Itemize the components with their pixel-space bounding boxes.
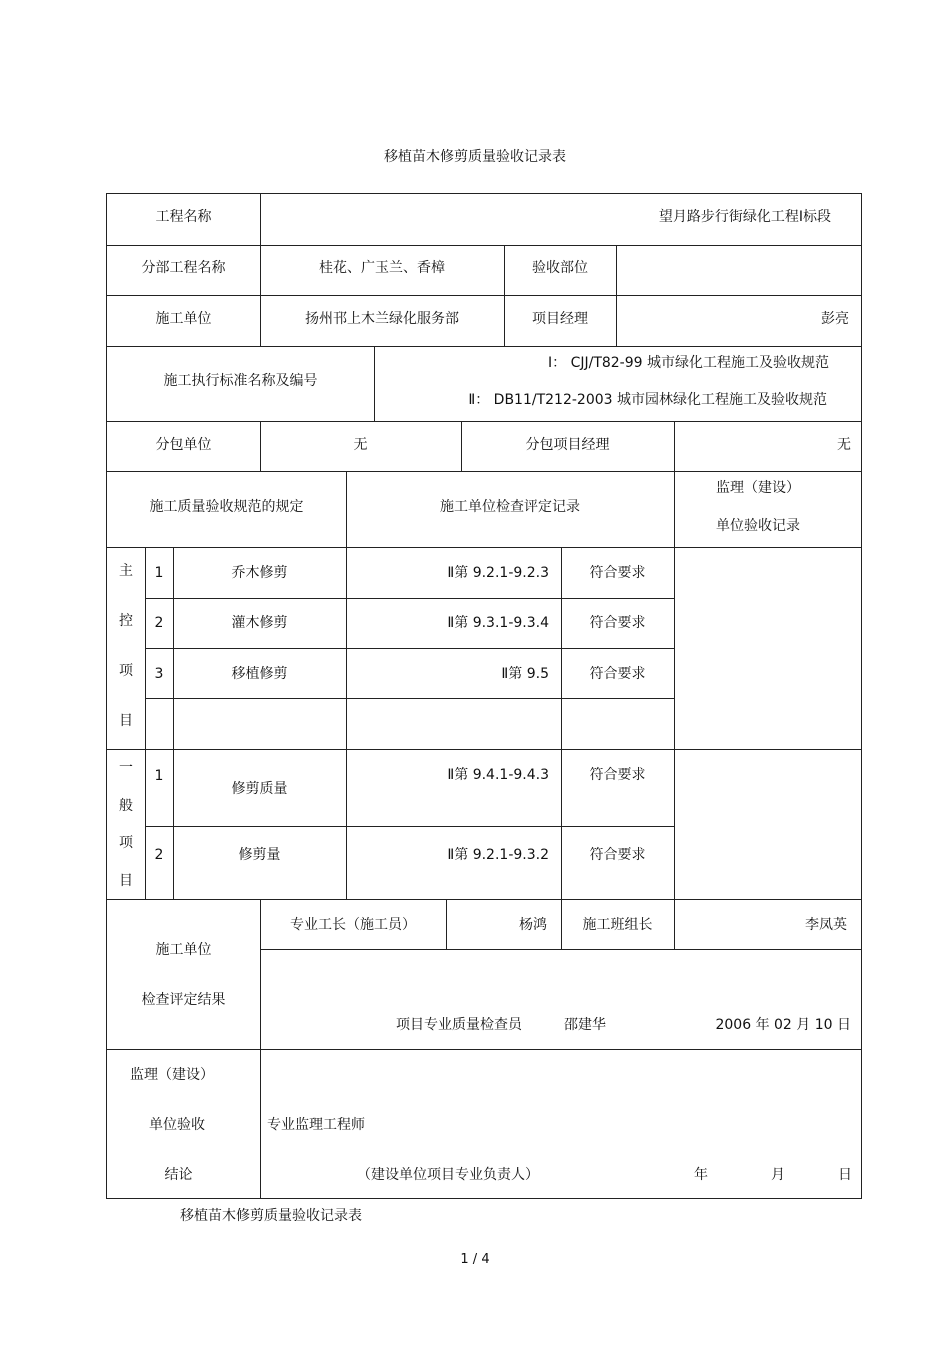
row-divider [260, 949, 861, 950]
foreman-value: 杨鸿 [519, 917, 547, 933]
check-column-header: 施工单位检查评定记录 [440, 499, 580, 515]
item-reference: Ⅱ第 9.2.1-9.2.3 [447, 565, 549, 581]
construction-unit-label: 施工单位 [155, 311, 212, 327]
item-number: 2 [154, 615, 164, 631]
row-divider [145, 826, 674, 827]
col-divider [674, 421, 675, 471]
col-divider [260, 899, 261, 1198]
row-divider [107, 295, 861, 296]
acceptance-form-table [106, 193, 862, 1199]
footer-caption: 移植苗木修剪质量验收记录表 [180, 1208, 362, 1224]
main-control-label-char: 控 [119, 613, 133, 629]
row-divider [107, 346, 861, 347]
supervision-column-header-1: 监理（建设） [716, 480, 800, 496]
row-divider [107, 547, 861, 548]
item-name: 移植修剪 [231, 666, 288, 682]
standard-line-1: Ⅰ： CJJ/T82-99 城市绿化工程施工及验收规范 [547, 355, 829, 371]
item-reference: Ⅱ第 9.4.1-9.4.3 [447, 767, 549, 783]
project-manager-label: 项目经理 [532, 311, 588, 327]
item-number: 1 [154, 565, 164, 581]
day-label: 日 [838, 1167, 852, 1183]
item-number: 2 [154, 847, 164, 863]
supervision-label-2: 单位验收 [149, 1117, 205, 1133]
project-name-label: 工程名称 [155, 209, 212, 225]
inspection-date: 2006 年 02 月 10 日 [715, 1017, 851, 1033]
row-divider [107, 471, 861, 472]
supervision-column-header-2: 单位验收记录 [716, 518, 800, 534]
row-divider [145, 648, 674, 649]
item-name: 乔木修剪 [231, 565, 288, 581]
sub-project-label: 分部工程名称 [141, 260, 226, 276]
item-result: 符合要求 [589, 565, 646, 581]
main-control-label-char: 主 [119, 563, 133, 579]
standard-line-2: Ⅱ： DB11/T212-2003 城市园林绿化工程施工及验收规范 [468, 392, 827, 408]
item-name: 修剪量 [238, 847, 281, 863]
subcontract-manager-label: 分包项目经理 [525, 437, 610, 453]
project-manager-value: 彭亮 [821, 311, 849, 327]
general-label-char: 目 [119, 873, 133, 889]
spec-column-header: 施工质量验收规范的规定 [149, 499, 304, 515]
main-control-label-char: 目 [119, 713, 133, 729]
supervision-label-3: 结论 [164, 1167, 193, 1183]
item-number: 3 [154, 666, 164, 682]
col-divider [446, 899, 447, 949]
row-divider [107, 1049, 861, 1050]
col-divider [674, 899, 675, 949]
col-divider [374, 346, 375, 421]
col-divider [616, 245, 617, 346]
quality-inspector-label: 项目专业质量检查员 [396, 1017, 522, 1033]
item-result: 符合要求 [589, 615, 646, 631]
item-reference: Ⅱ第 9.3.1-9.3.4 [447, 615, 549, 631]
item-name: 修剪质量 [231, 781, 288, 797]
col-divider [260, 194, 261, 245]
supervision-engineer-label: 专业监理工程师 [267, 1117, 365, 1133]
row-divider [107, 899, 861, 900]
document-title: 移植苗木修剪质量验收记录表 [384, 149, 566, 165]
foreman-label: 专业工长（施工员） [290, 917, 416, 933]
construction-unit-value: 扬州邗上木兰绿化服务部 [305, 311, 459, 327]
item-reference: Ⅱ第 9.2.1-9.3.2 [447, 847, 549, 863]
item-number: 1 [154, 768, 164, 784]
standard-label: 施工执行标准名称及编号 [163, 373, 318, 389]
item-result: 符合要求 [589, 666, 646, 682]
item-result: 符合要求 [589, 767, 646, 783]
month-label: 月 [771, 1167, 785, 1183]
item-name: 灌木修剪 [231, 615, 288, 631]
inspection-label-1: 施工单位 [155, 942, 212, 958]
row-divider [107, 421, 861, 422]
general-label-char: 一 [119, 760, 133, 776]
item-result: 符合要求 [589, 847, 646, 863]
general-label-char: 项 [119, 835, 133, 851]
subcontract-manager-value: 无 [837, 437, 851, 453]
row-divider [107, 245, 861, 246]
general-label-char: 般 [119, 798, 133, 814]
team-leader-value: 李凤英 [805, 917, 847, 933]
supervision-label-1: 监理（建设） [130, 1067, 214, 1083]
row-divider [107, 749, 861, 750]
page-number: 1 / 4 [460, 1252, 490, 1267]
row-divider [145, 598, 674, 599]
sub-project-value: 桂花、广玉兰、香樟 [319, 260, 445, 276]
col-divider [346, 547, 347, 899]
year-label: 年 [694, 1167, 708, 1183]
subcontract-label: 分包单位 [155, 437, 212, 453]
item-reference: Ⅱ第 9.5 [501, 666, 549, 682]
project-name-value: 望月路步行街绿化工程Ⅰ标段 [658, 209, 831, 225]
owner-representative-label: （建设单位项目专业负责人） [357, 1167, 539, 1183]
col-divider [674, 471, 675, 899]
inspection-label-2: 检查评定结果 [141, 992, 226, 1008]
team-leader-label: 施工班组长 [582, 917, 653, 933]
quality-inspector-value: 邵建华 [564, 1017, 606, 1033]
subcontract-value: 无 [353, 437, 368, 453]
acceptance-part-label: 验收部位 [532, 260, 588, 276]
row-divider [145, 698, 674, 699]
main-control-label-char: 项 [119, 663, 133, 679]
